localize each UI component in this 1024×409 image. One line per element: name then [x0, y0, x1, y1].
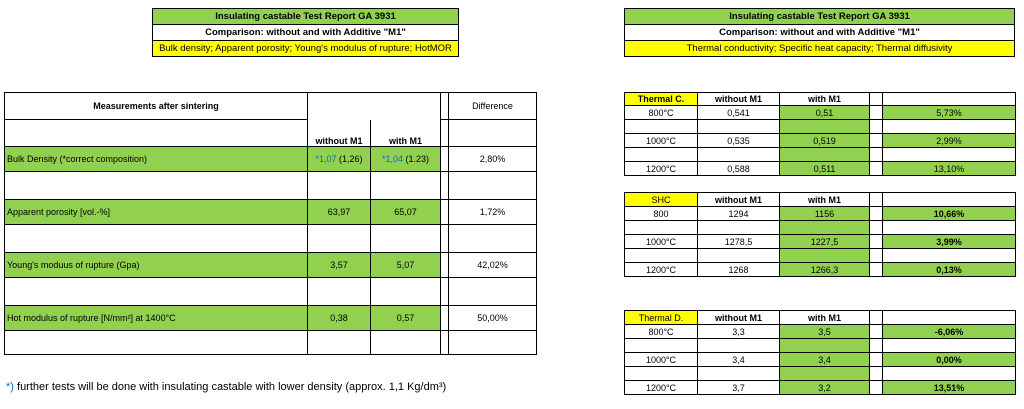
thermal-diffusivity-table	[624, 310, 1016, 395]
youngs-modulus-with: 5,07	[371, 253, 441, 278]
empty-cell	[308, 93, 441, 120]
specific-heat-capacity-table	[624, 192, 1016, 277]
spacer-cell	[441, 306, 449, 331]
thermal-c-diff-1200: 13,10%	[883, 162, 1016, 176]
spacer-cell	[441, 200, 449, 225]
shc-temp-800: 800	[625, 207, 698, 221]
thermal-c-diff-800: 5,73%	[883, 106, 1016, 120]
spacer-cell	[441, 147, 449, 172]
col-without-header: without M1	[308, 120, 371, 147]
thermal-c-with-1000: 0,519	[780, 134, 870, 148]
right-report-header	[624, 8, 1015, 57]
shc-col-with: with M1	[780, 193, 870, 207]
thermal-d-without-1000: 3,4	[698, 353, 780, 367]
thermal-d-diff-1200: 13,51%	[883, 381, 1016, 395]
thermal-d-temp-800: 800°C	[625, 325, 698, 339]
row-label-hot-mor: Hot modulus of rupture [N/mm²] at 1400°C	[5, 306, 308, 331]
shc-with-1000: 1227,5	[780, 235, 870, 249]
thermal-c-temp-1000: 1000°C	[625, 134, 698, 148]
shc-temp-1200: 1200°C	[625, 263, 698, 277]
row-label-apparent-porosity: Apparent porosity [vol.-%]	[5, 200, 308, 225]
bulk-density-without: *1,07 (1,26)	[308, 147, 371, 172]
thermal-c-without-1000: 0,535	[698, 134, 780, 148]
thermal-c-with-1200: 0,511	[780, 162, 870, 176]
row-label-bulk-density: Bulk Density (*correct composition)	[5, 147, 308, 172]
thermal-d-without-800: 3,3	[698, 325, 780, 339]
measurements-table	[4, 92, 537, 355]
col-with-header: with M1	[371, 120, 441, 147]
apparent-porosity-with: 65,07	[371, 200, 441, 225]
shc-label: SHC	[625, 193, 698, 207]
footnote-marker: *)	[6, 381, 14, 393]
row-label-youngs-modulus: Young's moduus of rupture (Gpa)	[5, 253, 308, 278]
right-report-title: Insulating castable Test Report GA 3931	[625, 9, 1015, 25]
thermal-d-col-with: with M1	[780, 311, 870, 325]
left-report-header	[152, 8, 459, 57]
shc-temp-1000: 1000°C	[625, 235, 698, 249]
left-report-subtitle: Comparison: without and with Additive "M1"	[153, 25, 459, 41]
shc-without-1000: 1278,5	[698, 235, 780, 249]
thermal-c-temp-800: 800°C	[625, 106, 698, 120]
shc-without-1200: 1268	[698, 263, 780, 277]
thermal-d-temp-1000: 1000°C	[625, 353, 698, 367]
spacer-cell	[441, 120, 449, 147]
empty-cell	[449, 120, 537, 147]
spacer-cell	[441, 253, 449, 278]
thermal-d-diff-1000: 0,00%	[883, 353, 1016, 367]
thermal-d-label: Thermal D.	[625, 311, 698, 325]
shc-with-800: 1156	[780, 207, 870, 221]
shc-diff-1000: 3,99%	[883, 235, 1016, 249]
hot-mor-without: 0,38	[308, 306, 371, 331]
youngs-modulus-without: 3,57	[308, 253, 371, 278]
empty-cell	[5, 120, 308, 147]
left-report-title: Insulating castable Test Report GA 3931	[153, 9, 459, 25]
right-report-topics: Thermal conductivity; Specific heat capacity; Thermal diffusivity	[625, 41, 1015, 57]
hot-mor-difference: 50,00%	[449, 306, 537, 331]
apparent-porosity-difference: 1,72%	[449, 200, 537, 225]
shc-diff-1200: 0,13%	[883, 263, 1016, 277]
thermal-c-without-1200: 0,588	[698, 162, 780, 176]
thermal-d-col-without: without M1	[698, 311, 780, 325]
thermal-d-temp-1200: 1200°C	[625, 381, 698, 395]
thermal-c-col-with: with M1	[780, 93, 870, 106]
thermal-c-temp-1200: 1200°C	[625, 162, 698, 176]
thermal-d-with-1200: 3,2	[780, 381, 870, 395]
thermal-d-with-1000: 3,4	[780, 353, 870, 367]
thermal-c-without-800: 0,541	[698, 106, 780, 120]
thermal-c-label: Thermal C.	[625, 93, 698, 106]
bulk-density-difference: 2,80%	[449, 147, 537, 172]
thermal-d-diff-800: -6,06%	[883, 325, 1016, 339]
thermal-c-with-800: 0,51	[780, 106, 870, 120]
thermal-c-col-without: without M1	[698, 93, 780, 106]
apparent-porosity-without: 63,97	[308, 200, 371, 225]
shc-with-1200: 1266,3	[780, 263, 870, 277]
shc-without-800: 1294	[698, 207, 780, 221]
thermal-d-with-800: 3,5	[780, 325, 870, 339]
shc-diff-800: 10,66%	[883, 207, 1016, 221]
footnote-text: further tests will be done with insulating castable with lower density (approx. 1,1 Kg/dm³)	[13, 381, 447, 393]
thermal-conductivity-table	[624, 92, 1016, 176]
thermal-d-without-1200: 3,7	[698, 381, 780, 395]
youngs-modulus-difference: 42,02%	[449, 253, 537, 278]
footnote	[6, 381, 446, 393]
spacer-cell	[441, 93, 449, 120]
bulk-density-with: *1,04 (1.23)	[371, 147, 441, 172]
shc-col-without: without M1	[698, 193, 780, 207]
measurements-heading: Measurements after sintering	[5, 93, 308, 120]
right-report-subtitle: Comparison: without and with Additive "M1"	[625, 25, 1015, 41]
thermal-c-diff-1000: 2,99%	[883, 134, 1016, 148]
left-report-topics: Bulk density; Apparent porosity; Young's modulus of rupture; HotMOR	[153, 41, 459, 57]
difference-header: Difference	[449, 93, 537, 120]
hot-mor-with: 0,57	[371, 306, 441, 331]
